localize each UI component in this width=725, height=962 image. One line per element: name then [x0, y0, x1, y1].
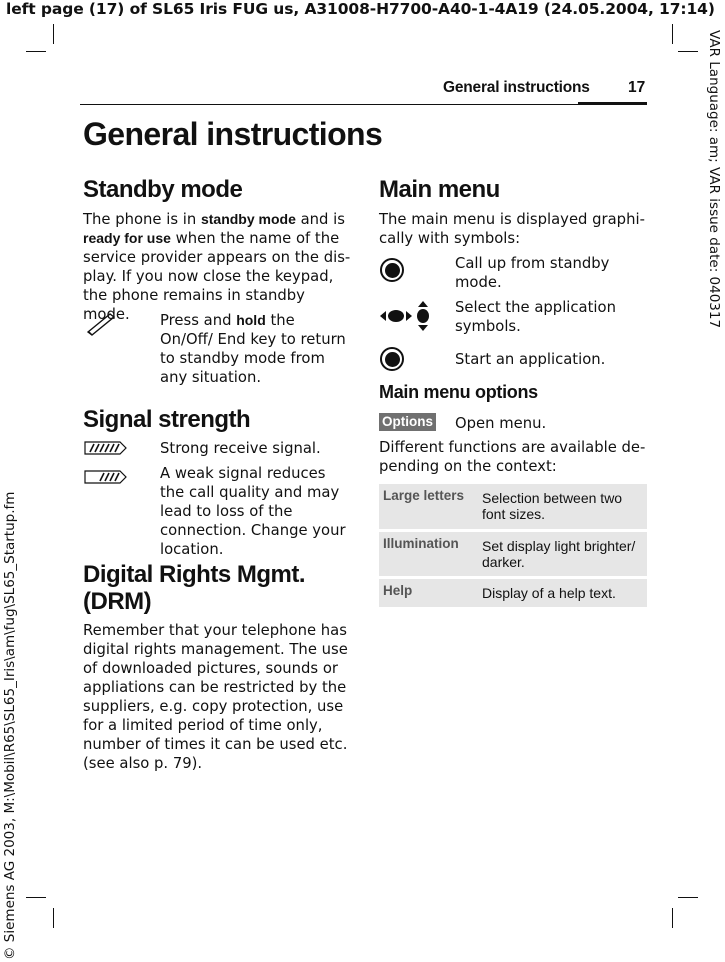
navigation-key-icon: [379, 300, 433, 332]
page-number: 17: [628, 79, 646, 96]
drm-heading-line2: (DRM): [83, 588, 152, 615]
copyright-path-note: © Siemens AG 2003, M:\Mobil\R65\SL65_Iris\am\fug\SL65_Startup.fm: [2, 491, 18, 960]
standby-heading: Standby mode: [83, 176, 243, 203]
right-margin-note: [704, 30, 724, 330]
weak-signal-icon: [84, 469, 128, 485]
header-rule-accent: [578, 102, 647, 105]
option-name: Large letters: [383, 488, 465, 503]
option-name: Illumination: [383, 536, 459, 551]
table-row: [379, 579, 647, 607]
standby-text-a: The phone is in: [83, 211, 201, 228]
key-text-b: the On/Off/ End key to return to standby mode from any situation.: [160, 312, 346, 386]
menu-options-intro: Different functions are available de-pending on the context:: [379, 439, 646, 475]
drm-heading-line1: Digital Rights Mgmt.: [83, 561, 305, 588]
left-margin-note: [2, 491, 22, 960]
option-name: Help: [383, 583, 413, 598]
language-issue-note: VAR Language: am; VAR issue date: 040317: [706, 30, 722, 329]
key-instruction: [160, 311, 352, 387]
standby-term: standby mode: [200, 211, 296, 227]
crop-mark: [678, 897, 698, 898]
drm-paragraph: Remember that your telephone has digital rights management. The use of downloaded pictures, sounds or appliations can be restricted by the suppliers, e.g. copy protection, use for a limited period of time only, number of times it can be used etc. (see also p. 79).: [83, 622, 348, 772]
menu-options-heading: Main menu options: [379, 382, 538, 402]
page-title: General instructions: [83, 116, 383, 152]
running-header-title: General instructions: [443, 79, 590, 96]
standby-paragraph: [83, 210, 351, 324]
drm-heading: [83, 561, 305, 615]
crop-mark: [672, 24, 673, 44]
crop-mark: [53, 908, 54, 928]
key-text-a: Press and: [160, 312, 237, 329]
table-row: [379, 484, 647, 529]
standby-text-b: and is: [295, 211, 345, 228]
standby-text-c: when the name of the service provider appears on the dis-play. If you now close the keypad, the phone remains in standby mode.: [83, 230, 351, 323]
main-menu-heading: Main menu: [379, 176, 500, 203]
options-table: [379, 484, 647, 610]
main-menu-item-3: Start an application.: [455, 351, 606, 368]
option-description: Selection between two font sizes.: [482, 490, 623, 522]
header-rule: [80, 104, 647, 105]
strong-signal-text: Strong receive signal.: [160, 440, 321, 457]
main-menu-item-1: Call up from standby mode.: [455, 255, 610, 291]
main-menu-intro: The main menu is displayed graphi-cally with symbols:: [379, 211, 645, 247]
strong-signal-icon: [84, 440, 128, 456]
options-softkey-text: Open menu.: [455, 415, 547, 432]
print-info-line: left page (17) of SL65 Iris FUG us, A31008-H7700-A40-1-4A19 (24.05.2004, 17:14): [6, 0, 715, 18]
main-menu-item-2: Select the application symbols.: [455, 299, 616, 335]
crop-mark: [672, 908, 673, 928]
hold-term: hold: [236, 312, 266, 328]
crop-mark: [678, 51, 698, 52]
crop-mark: [26, 897, 46, 898]
control-key-icon: [380, 347, 404, 371]
control-key-icon: [380, 258, 404, 282]
signal-heading: Signal strength: [83, 406, 251, 433]
on-off-end-key-icon: [84, 310, 118, 338]
option-description: Set display light brighter/ darker.: [482, 538, 636, 570]
crop-mark: [26, 51, 46, 52]
crop-mark: [53, 24, 54, 44]
ready-term: ready for use: [83, 230, 171, 246]
options-softkey: Options: [379, 413, 436, 431]
weak-signal-text: A weak signal reduces the call quality and may lead to loss of the connection. Change your location.: [160, 465, 346, 558]
table-row: [379, 532, 647, 576]
option-description: Display of a help text.: [482, 585, 616, 601]
